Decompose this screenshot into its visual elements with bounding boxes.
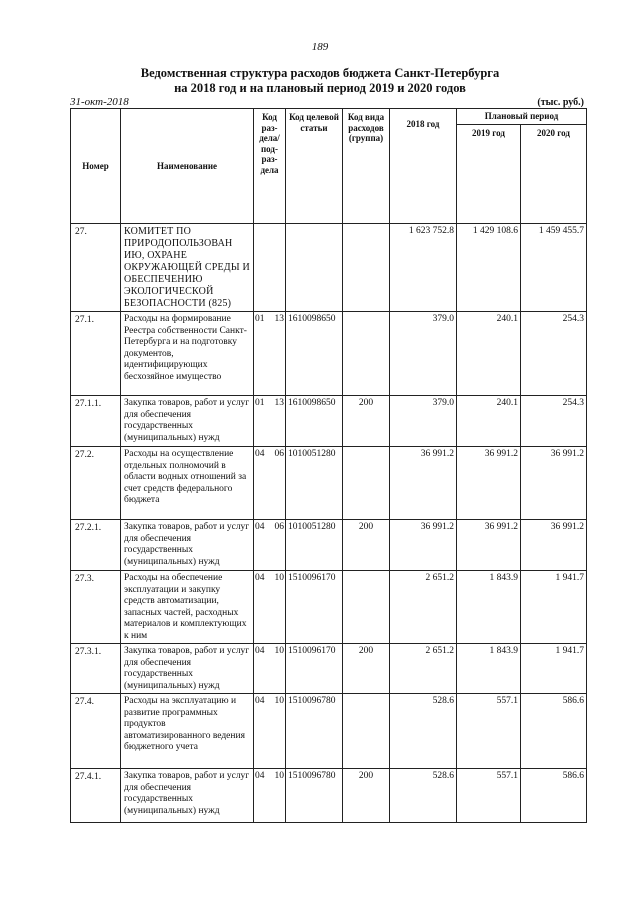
row-name: Расходы на эксплуатацию и развитие программных продуктов автоматизированного ведения бюджетного учета bbox=[121, 694, 254, 769]
row-2020: 1 941.7 bbox=[521, 571, 587, 644]
row-2020: 36 991.2 bbox=[521, 520, 587, 571]
header-2020: 2020 год bbox=[521, 125, 587, 224]
row-2018: 2 651.2 bbox=[390, 571, 457, 644]
row-number: 27.2. bbox=[71, 447, 121, 520]
row-2020: 36 991.2 bbox=[521, 447, 587, 520]
row-vr bbox=[343, 447, 390, 520]
row-vr: 200 bbox=[343, 396, 390, 447]
header-number: Номер bbox=[71, 109, 121, 224]
row-name: Закупка товаров, работ и услуг для обеспечения государственных (муниципальных) нужд bbox=[121, 644, 254, 694]
row-name: КОМИТЕТ ПО ПРИРОДОПОЛЬЗОВАН ИЮ, ОХРАНЕ ОКРУЖАЮЩЕЙ СРЕДЫ И ОБЕСПЕЧЕНИЮ ЭКОЛОГИЧЕСКОЙ БЕЗОПАСНОСТИ (825) bbox=[121, 224, 254, 312]
row-razdel: 01 13 bbox=[254, 312, 286, 396]
title-line-2: на 2018 год и на плановый период 2019 и 2020 годов bbox=[174, 81, 466, 95]
header-razdel: Код раз- дела/ под- раз- дела bbox=[254, 109, 286, 224]
row-razdel: 01 13 bbox=[254, 396, 286, 447]
table-row bbox=[71, 224, 587, 312]
row-vr bbox=[343, 694, 390, 769]
document-date: 31-окт-2018 bbox=[70, 96, 129, 108]
row-csr: 1510096170 bbox=[286, 644, 343, 694]
header-2019: 2019 год bbox=[457, 125, 521, 224]
header-planned-period: Плановый период bbox=[457, 109, 587, 125]
row-razdel: 04 10 bbox=[254, 644, 286, 694]
row-2019: 1 843.9 bbox=[457, 644, 521, 694]
row-csr: 1510096780 bbox=[286, 694, 343, 769]
row-2019: 240.1 bbox=[457, 312, 521, 396]
row-number: 27.3. bbox=[71, 571, 121, 644]
row-number: 27. bbox=[71, 224, 121, 312]
row-razdel: 04 06 bbox=[254, 447, 286, 520]
row-name: Расходы на формирование Реестра собственности Санкт-Петербурга и на подготовку документов, идентифицирующих бесхозяйное имущество bbox=[121, 312, 254, 396]
table-row bbox=[71, 520, 587, 571]
row-2020: 1 459 455.7 bbox=[521, 224, 587, 312]
row-vr: 200 bbox=[343, 644, 390, 694]
units-label: (тыс. руб.) bbox=[537, 97, 584, 108]
row-razdel: 04 10 bbox=[254, 769, 286, 823]
table-row bbox=[71, 644, 587, 694]
table-row bbox=[71, 447, 587, 520]
header-vr: Код вида расходов (группа) bbox=[343, 109, 390, 224]
row-name: Расходы на обеспечение эксплуатации и закупку средств автоматизации, запасных частей, расходных материалов и комплектующих к ним bbox=[121, 571, 254, 644]
row-name: Закупка товаров, работ и услуг для обеспечения государственных (муниципальных) нужд bbox=[121, 520, 254, 571]
header-csr: Код целевой статьи bbox=[286, 109, 343, 224]
row-2019: 557.1 bbox=[457, 694, 521, 769]
row-2019: 36 991.2 bbox=[457, 520, 521, 571]
row-vr: 200 bbox=[343, 769, 390, 823]
row-vr bbox=[343, 312, 390, 396]
row-number: 27.3.1. bbox=[71, 644, 121, 694]
row-number: 27.1. bbox=[71, 312, 121, 396]
row-razdel bbox=[254, 224, 286, 312]
row-2018: 379.0 bbox=[390, 396, 457, 447]
title-line-1: Ведомственная структура расходов бюджета Санкт-Петербурга bbox=[140, 66, 500, 80]
row-2018: 379.0 bbox=[390, 312, 457, 396]
header-name: Наименование bbox=[121, 109, 254, 224]
row-2020: 586.6 bbox=[521, 769, 587, 823]
row-razdel: 04 06 bbox=[254, 520, 286, 571]
row-csr bbox=[286, 224, 343, 312]
row-2020: 1 941.7 bbox=[521, 644, 587, 694]
row-2019: 1 429 108.6 bbox=[457, 224, 521, 312]
document-title bbox=[0, 66, 640, 96]
row-name: Закупка товаров, работ и услуг для обеспечения государственных (муниципальных) нужд bbox=[121, 396, 254, 447]
row-csr: 1510096170 bbox=[286, 571, 343, 644]
table-row bbox=[71, 396, 587, 447]
row-2018: 36 991.2 bbox=[390, 447, 457, 520]
page-number: 189 bbox=[311, 41, 329, 53]
row-vr bbox=[343, 224, 390, 312]
row-csr: 1010051280 bbox=[286, 447, 343, 520]
row-razdel: 04 10 bbox=[254, 694, 286, 769]
row-number: 27.4.1. bbox=[71, 769, 121, 823]
header-2018: 2018 год bbox=[390, 109, 457, 224]
row-2019: 1 843.9 bbox=[457, 571, 521, 644]
table-row bbox=[71, 769, 587, 823]
row-number: 27.2.1. bbox=[71, 520, 121, 571]
row-2020: 586.6 bbox=[521, 694, 587, 769]
row-razdel: 04 10 bbox=[254, 571, 286, 644]
row-csr: 1610098650 bbox=[286, 396, 343, 447]
row-2018: 36 991.2 bbox=[390, 520, 457, 571]
budget-table bbox=[70, 108, 587, 823]
row-2019: 557.1 bbox=[457, 769, 521, 823]
row-name: Расходы на осуществление отдельных полномочий в области водных отношений за счет средств федерального бюджета bbox=[121, 447, 254, 520]
row-name: Закупка товаров, работ и услуг для обеспечения государственных (муниципальных) нужд bbox=[121, 769, 254, 823]
table-row bbox=[71, 571, 587, 644]
row-csr: 1510096780 bbox=[286, 769, 343, 823]
table-row bbox=[71, 694, 587, 769]
row-2020: 254.3 bbox=[521, 312, 587, 396]
row-number: 27.4. bbox=[71, 694, 121, 769]
row-2018: 2 651.2 bbox=[390, 644, 457, 694]
table-row bbox=[71, 312, 587, 396]
row-number: 27.1.1. bbox=[71, 396, 121, 447]
row-csr: 1610098650 bbox=[286, 312, 343, 396]
row-vr: 200 bbox=[343, 520, 390, 571]
row-2019: 240.1 bbox=[457, 396, 521, 447]
row-vr bbox=[343, 571, 390, 644]
row-2018: 528.6 bbox=[390, 769, 457, 823]
row-2018: 528.6 bbox=[390, 694, 457, 769]
row-csr: 1010051280 bbox=[286, 520, 343, 571]
row-2020: 254.3 bbox=[521, 396, 587, 447]
row-2019: 36 991.2 bbox=[457, 447, 521, 520]
row-2018: 1 623 752.8 bbox=[390, 224, 457, 312]
